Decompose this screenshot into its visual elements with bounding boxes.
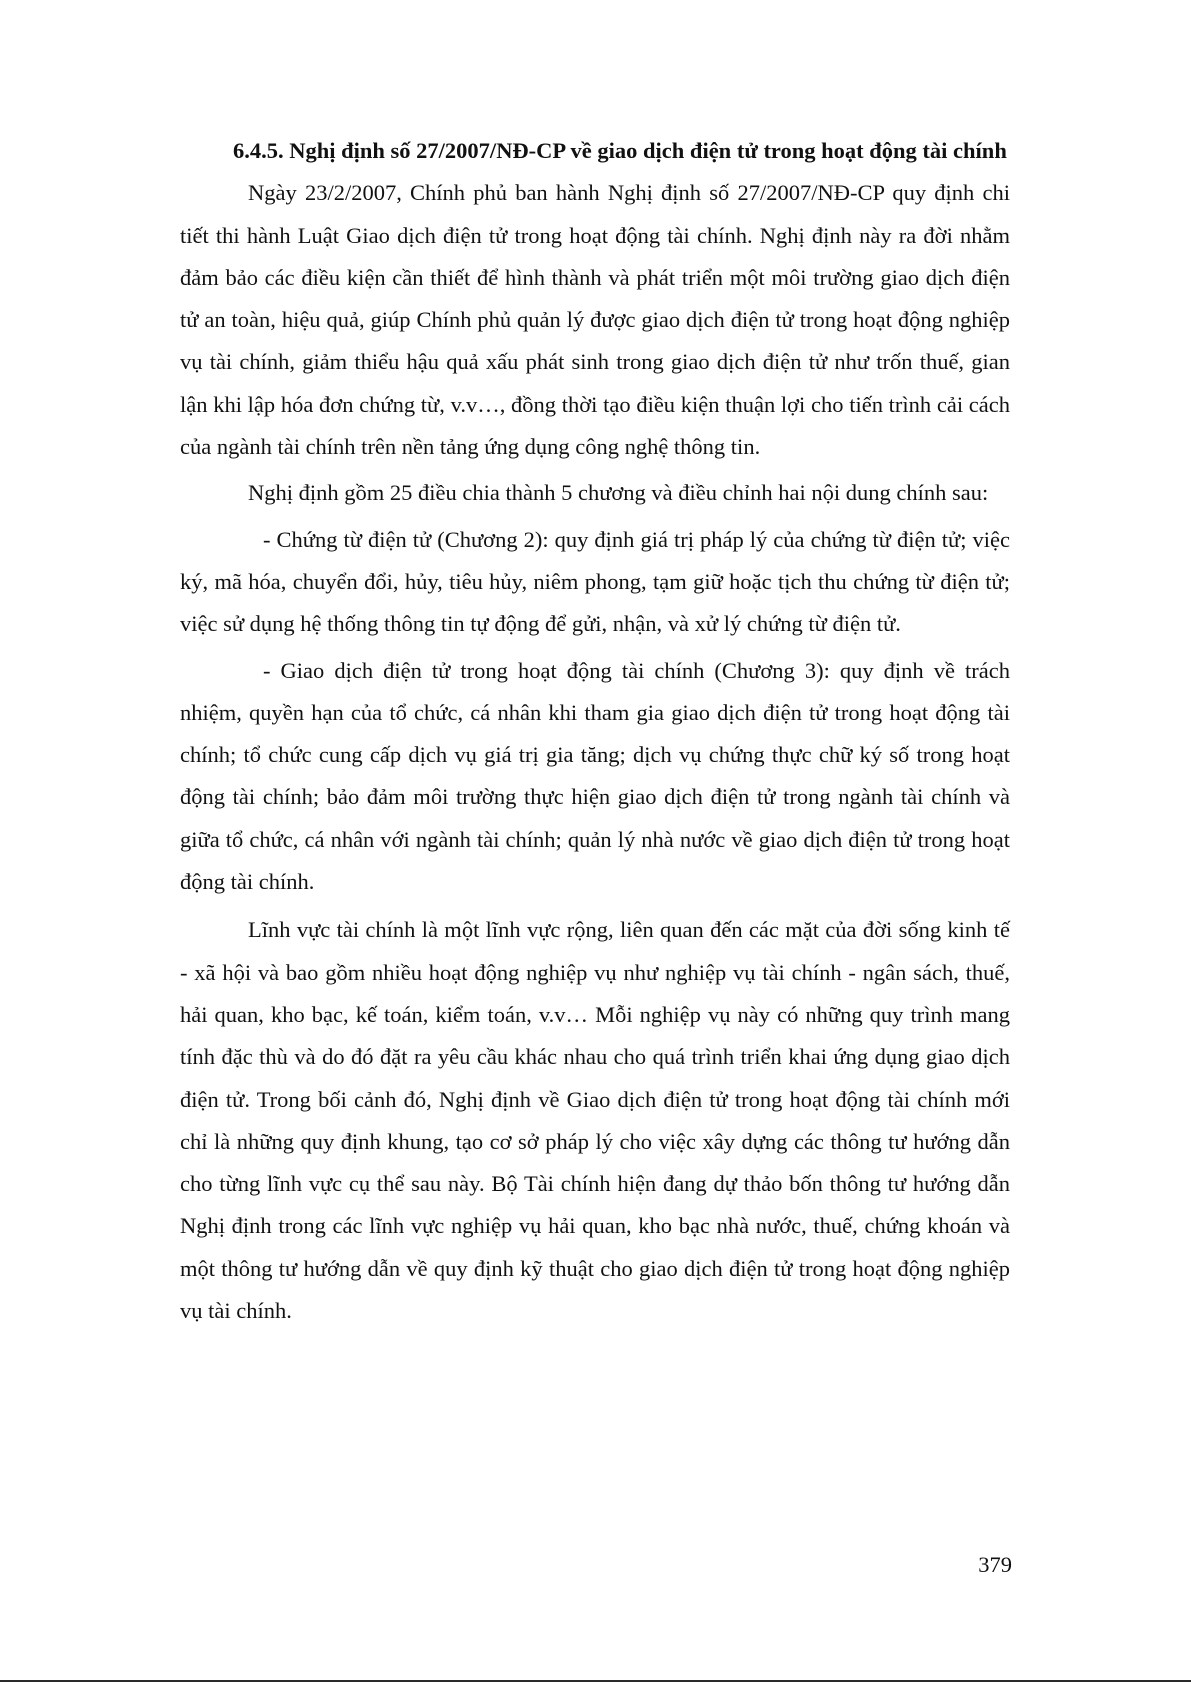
bottom-border-line — [0, 1680, 1191, 1682]
bullet-electronic-transactions: - Giao dịch điện tử trong hoạt động tài chính (Chương 3): quy định về trách nhiệm, quyền hạn của tổ chức, cá nhân khi tham gia giao dịch điện tử trong hoạt động tài chính; tổ chức cung cấp dịch vụ giá trị gia tăng; dịch vụ chứng thực chữ ký số trong hoạt động tài chính; bảo đảm môi trường thực hiện giao dịch điện tử trong ngành tài chính và giữa tổ chức, cá nhân với ngành tài chính; quản lý nhà nước về giao dịch điện tử trong hoạt động tài chính. — [180, 657, 1010, 895]
paragraph-financial-sector: Lĩnh vực tài chính là một lĩnh vực rộng, liên quan đến các mặt của đời sống kinh tế - xã hội và bao gồm nhiều hoạt động nghiệp vụ như nghiệp vụ tài chính - ngân sách, thuế, hải quan, kho bạc, kế toán, kiểm toán, v.v… Mỗi nghiệp vụ này có những quy trình mang tính đặc thù và do đó đặt ra yêu cầu khác nhau cho quá trình triển khai ứng dụng giao dịch điện tử. Trong bối cảnh đó, Nghị định về Giao dịch điện tử trong hoạt động tài chính mới chỉ là những quy định khung, tạo cơ sở pháp lý cho việc xây dựng các thông tư hướng dẫn cho từng lĩnh vực cụ thể sau này. Bộ Tài chính hiện đang dự thảo bốn thông tư hướng dẫn Nghị định trong các lĩnh vực nghiệp vụ hải quan, kho bạc nhà nước, thuế, chứng khoán và một thông tư hướng dẫn về quy định kỹ thuật cho giao dịch điện tử trong hoạt động nghiệp vụ tài chính. — [180, 917, 1010, 1324]
paragraph-structure: Nghị định gồm 25 điều chia thành 5 chương và điều chỉnh hai nội dung chính sau: — [248, 480, 989, 506]
section-heading: 6.4.5. Nghị định số 27/2007/NĐ-CP về giao dịch điện tử trong hoạt động tài chính — [233, 138, 1007, 163]
page-content — [180, 130, 1010, 1332]
paragraph-intro: Ngày 23/2/2007, Chính phủ ban hành Nghị định số 27/2007/NĐ-CP quy định chi tiết thi hành Luật Giao dịch điện tử trong hoạt động tài chính. Nghị định này ra đời nhằm đảm bảo các điều kiện cần thiết để hình thành và phát triển một môi trường giao dịch điện tử an toàn, hiệu quả, giúp Chính phủ quản lý được giao dịch điện tử trong hoạt động nghiệp vụ tài chính, giảm thiểu hậu quả xấu phát sinh trong giao dịch điện tử như trốn thuế, gian lận khi lập hóa đơn chứng từ, v.v…, đồng thời tạo điều kiện thuận lợi cho tiến trình cải cách của ngành tài chính trên nền tảng ứng dụng công nghệ thông tin. — [180, 180, 1010, 460]
page-number: 379 — [978, 1552, 1012, 1577]
bullet-electronic-documents: - Chứng từ điện tử (Chương 2): quy định giá trị pháp lý của chứng từ điện tử; việc ký, mã hóa, chuyển đổi, hủy, tiêu hủy, niêm phong, tạm giữ hoặc tịch thu chứng từ điện tử; việc sử dụng hệ thống thông tin tự động để gửi, nhận, và xử lý chứng từ điện tử. — [180, 526, 1010, 637]
